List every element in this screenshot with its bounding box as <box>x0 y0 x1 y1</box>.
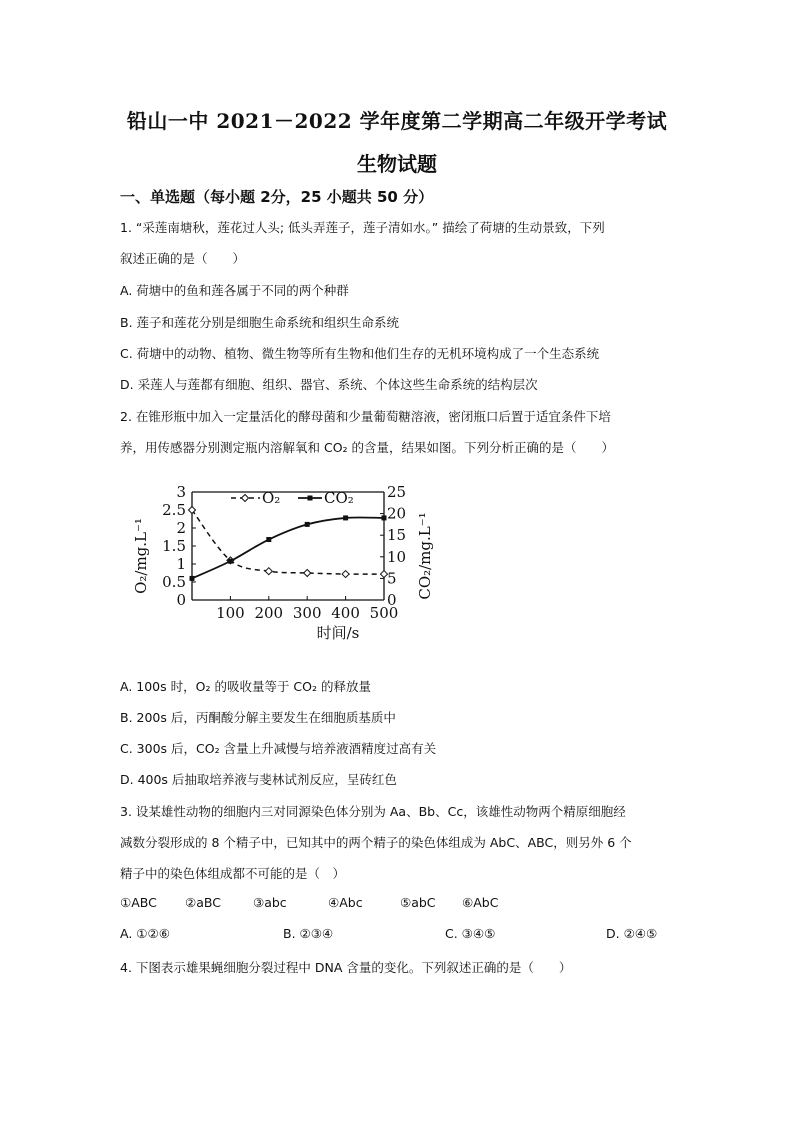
q3-item-3: ③abc <box>253 895 287 910</box>
right-tick-label: 0 <box>387 591 397 609</box>
q3-stem-line2: 减数分裂形成的 8 个精子中，已知其中的两个精子的染色体组成为 AbC、ABC，则另外 6 个 <box>120 835 632 850</box>
exam-subtitle: 生物试题 <box>357 152 437 176</box>
x-tick-label: 100 <box>216 604 245 622</box>
q1-option-a: A. 荷塘中的鱼和莲各属于不同的两个种群 <box>120 283 349 298</box>
q1-option-c: C. 荷塘中的动物、植物、微生物等所有生物和他们生存的无机环境构成了一个生态系统 <box>120 346 600 361</box>
left-tick-label: 3 <box>176 483 186 501</box>
legend-co2-marker <box>308 496 313 501</box>
legend-co2-label: CO₂ <box>324 489 354 507</box>
left-tick-label: 2.5 <box>162 501 186 519</box>
chart-marks <box>189 507 388 581</box>
q2-option-b: B. 200s 后，丙酮酸分解主要发生在细胞质基质中 <box>120 710 396 725</box>
right-tick-label: 15 <box>387 526 407 545</box>
co2-point <box>305 522 310 527</box>
left-tick-label: 0.5 <box>162 573 186 591</box>
q2-option-d: D. 400s 后抽取培养液与斐林试剂反应，呈砖红色 <box>120 772 397 787</box>
x-tick-label: 200 <box>254 604 284 622</box>
q3-stem-line1: 3. 设某雄性动物的细胞内三对同源染色体分别为 Aa、Bb、Cc，该雄性动物两个精原细胞经 <box>120 804 626 819</box>
q3-item-5: ⑤abC <box>400 895 436 910</box>
o2-point <box>342 571 349 578</box>
o2-point <box>304 570 311 577</box>
q3-item-4: ④Abc <box>328 895 363 910</box>
x-tick-label: 500 <box>369 604 399 622</box>
right-tick-label: 20 <box>387 504 407 523</box>
q1-option-b: B. 莲子和莲花分别是细胞生命系统和组织生命系统 <box>120 315 400 330</box>
legend-o2-label: O₂ <box>262 489 281 507</box>
q3-option-a: A. ①②⑥ <box>120 926 170 941</box>
co2-point <box>343 515 348 520</box>
q2-stem-line2: 养，用传感器分别测定瓶内溶解氧和 CO₂ 的含量，结果如图。下列分析正确的是（ ） <box>120 440 615 455</box>
q2-stem-line1: 2. 在锥形瓶中加入一定量活化的酵母菌和少量葡萄糖溶液，密闭瓶口后置于适宜条件下培 <box>120 409 611 424</box>
co2-series-line <box>192 517 384 578</box>
o2-point <box>265 568 272 575</box>
q1-stem-line2: 叙述正确的是（ ） <box>120 251 246 266</box>
co2-point <box>266 537 271 542</box>
q3-option-c: C. ③④⑤ <box>445 926 496 941</box>
o2-series-line <box>192 510 384 574</box>
right-tick-label: 10 <box>387 547 407 566</box>
o2-co2-chart <box>130 478 460 653</box>
left-tick-label: 2 <box>176 519 186 537</box>
right-tick-label: 25 <box>387 483 407 501</box>
exam-title: 铅山一中 2021－2022 学年度第二学期高二年级开学考试 <box>126 109 668 133</box>
q3-option-d: D. ②④⑤ <box>606 926 658 941</box>
q4-stem-line1: 4. 下图表示雄果蝇细胞分裂过程中 DNA 含量的变化。下列叙述正确的是（ ） <box>120 960 572 975</box>
co2-point <box>382 515 387 520</box>
left-axis-label: O₂/mg.L⁻¹ <box>132 518 150 594</box>
legend-o2-marker <box>242 495 249 502</box>
left-tick-label: 1.5 <box>162 537 186 555</box>
q2-option-a: A. 100s 时，O₂ 的吸收量等于 CO₂ 的释放量 <box>120 679 371 694</box>
chart-axes <box>192 492 384 600</box>
section-heading: 一、单选题（每小题 2分，25 小题共 50 分） <box>120 188 434 206</box>
left-tick-label: 0 <box>176 591 186 609</box>
co2-point <box>190 576 195 581</box>
q2-option-c: C. 300s 后，CO₂ 含量上升减慢与培养液酒精度过高有关 <box>120 741 437 756</box>
chart-labels <box>132 483 434 642</box>
left-tick-label: 1 <box>176 555 186 573</box>
co2-point <box>228 559 233 564</box>
q3-stem-line3: 精子中的染色体组成都不可能的是（ ） <box>120 866 346 881</box>
right-axis-label: CO₂/mg.L⁻¹ <box>416 512 434 600</box>
q3-item-6: ⑥AbC <box>462 895 499 910</box>
q1-option-d: D. 采莲人与莲都有细胞、组织、器官、系统、个体这些生命系统的结构层次 <box>120 377 538 392</box>
x-axis-label: 时间/s <box>316 624 360 642</box>
x-tick-label: 300 <box>292 604 322 622</box>
q3-item-1: ①ABC <box>120 895 157 910</box>
x-tick-label: 400 <box>331 604 360 622</box>
right-tick-label: 5 <box>387 569 397 588</box>
q3-option-b: B. ②③④ <box>283 926 334 941</box>
q3-item-2: ②aBC <box>185 895 221 910</box>
q1-stem-line1: 1. “采莲南塘秋，莲花过人头; 低头弄莲子，莲子清如水。” 描绘了荷塘的生动景致，下列 <box>120 220 605 235</box>
